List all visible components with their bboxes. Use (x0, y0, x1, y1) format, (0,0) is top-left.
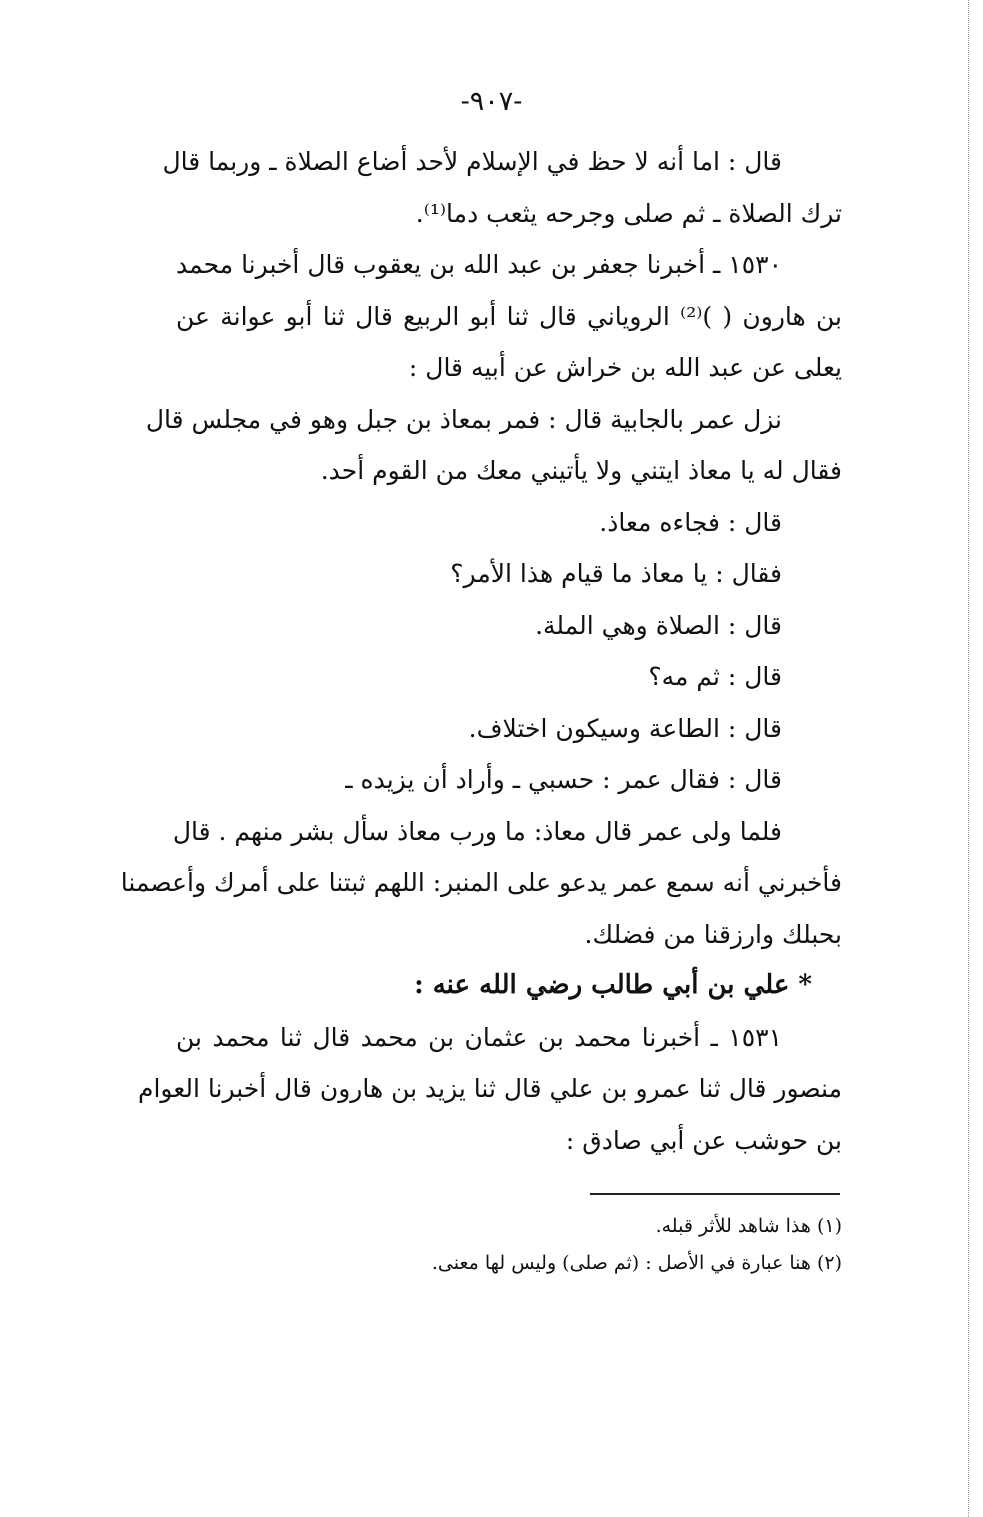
text-line: ١٥٣٠ ـ أخبرنا جعفر بن عبد الله بن يعقوب قال أخبرنا محمد (176, 250, 782, 279)
footnote: (١) هذا شاهد للأثر قبله. (655, 1215, 842, 1237)
text-line: قال : فجاءه معاذ. (599, 507, 782, 537)
page-number: -٩٠٧- (460, 86, 523, 117)
text-line: ترك الصلاة ـ ثم صلى وجرحه يثعب دما⁽¹⁾. (415, 198, 842, 228)
section-heading: * علي بن أبي طالب رضي الله عنه : (414, 970, 812, 1000)
text-line: منصور قال ثنا عمرو بن علي قال ثنا يزيد بن هارون قال أخبرنا العوام (137, 1074, 842, 1103)
text-line: فقال : يا معاذ ما قيام هذا الأمر؟ (450, 559, 782, 588)
text-line: بحبلك وارزقنا من فضلك. (584, 919, 842, 949)
text-line: بن حوشب عن أبي صادق : (565, 1125, 842, 1155)
text-line: قال : ثم مه؟ (648, 662, 782, 691)
text-line: فلما ولى عمر قال معاذ: ما ورب معاذ سأل بشر منهم . قال (172, 816, 782, 846)
text-line: يعلى عن عبد الله بن خراش عن أبيه قال : (408, 353, 842, 382)
footnote-separator (590, 1193, 840, 1195)
text-line: فأخبرني أنه سمع عمر يدعو على المنبر: اللهم ثبتنا على أمرك وأعصمنا (120, 868, 842, 897)
text-line: قال : فقال عمر : حسبي ـ وأراد أن يزيده ـ (345, 765, 782, 794)
text-line: قال : الطاعة وسيكون اختلاف. (468, 713, 782, 743)
page-edge-dotted-border (968, 0, 969, 1517)
footnote: (٢) هنا عبارة في الأصل : (ثم صلى) وليس لها معنى. (431, 1252, 842, 1274)
footnotes (300, 1208, 842, 1282)
text-line: ١٥٣١ ـ أخبرنا محمد بن عثمان بن محمد قال ثنا محمد بن (176, 1022, 782, 1052)
text-line: قال : اما أنه لا حظ في الإسلام لأحد أضاع الصلاة ـ وربما قال (162, 147, 782, 176)
text-line: قال : الصلاة وهي الملة. (535, 610, 782, 640)
text-line: فقال له يا معاذ ايتني ولا يأتيني معك من القوم أحد. (320, 456, 842, 485)
main-text (120, 136, 842, 1166)
text-line: نزل عمر بالجابية قال : فمر بمعاذ بن جبل وهو في مجلس قال (145, 404, 782, 434)
text-line: بن هارون ( )⁽²⁾ الروياني قال ثنا أبو الربيع قال ثنا أبو عوانة عن (176, 301, 842, 331)
